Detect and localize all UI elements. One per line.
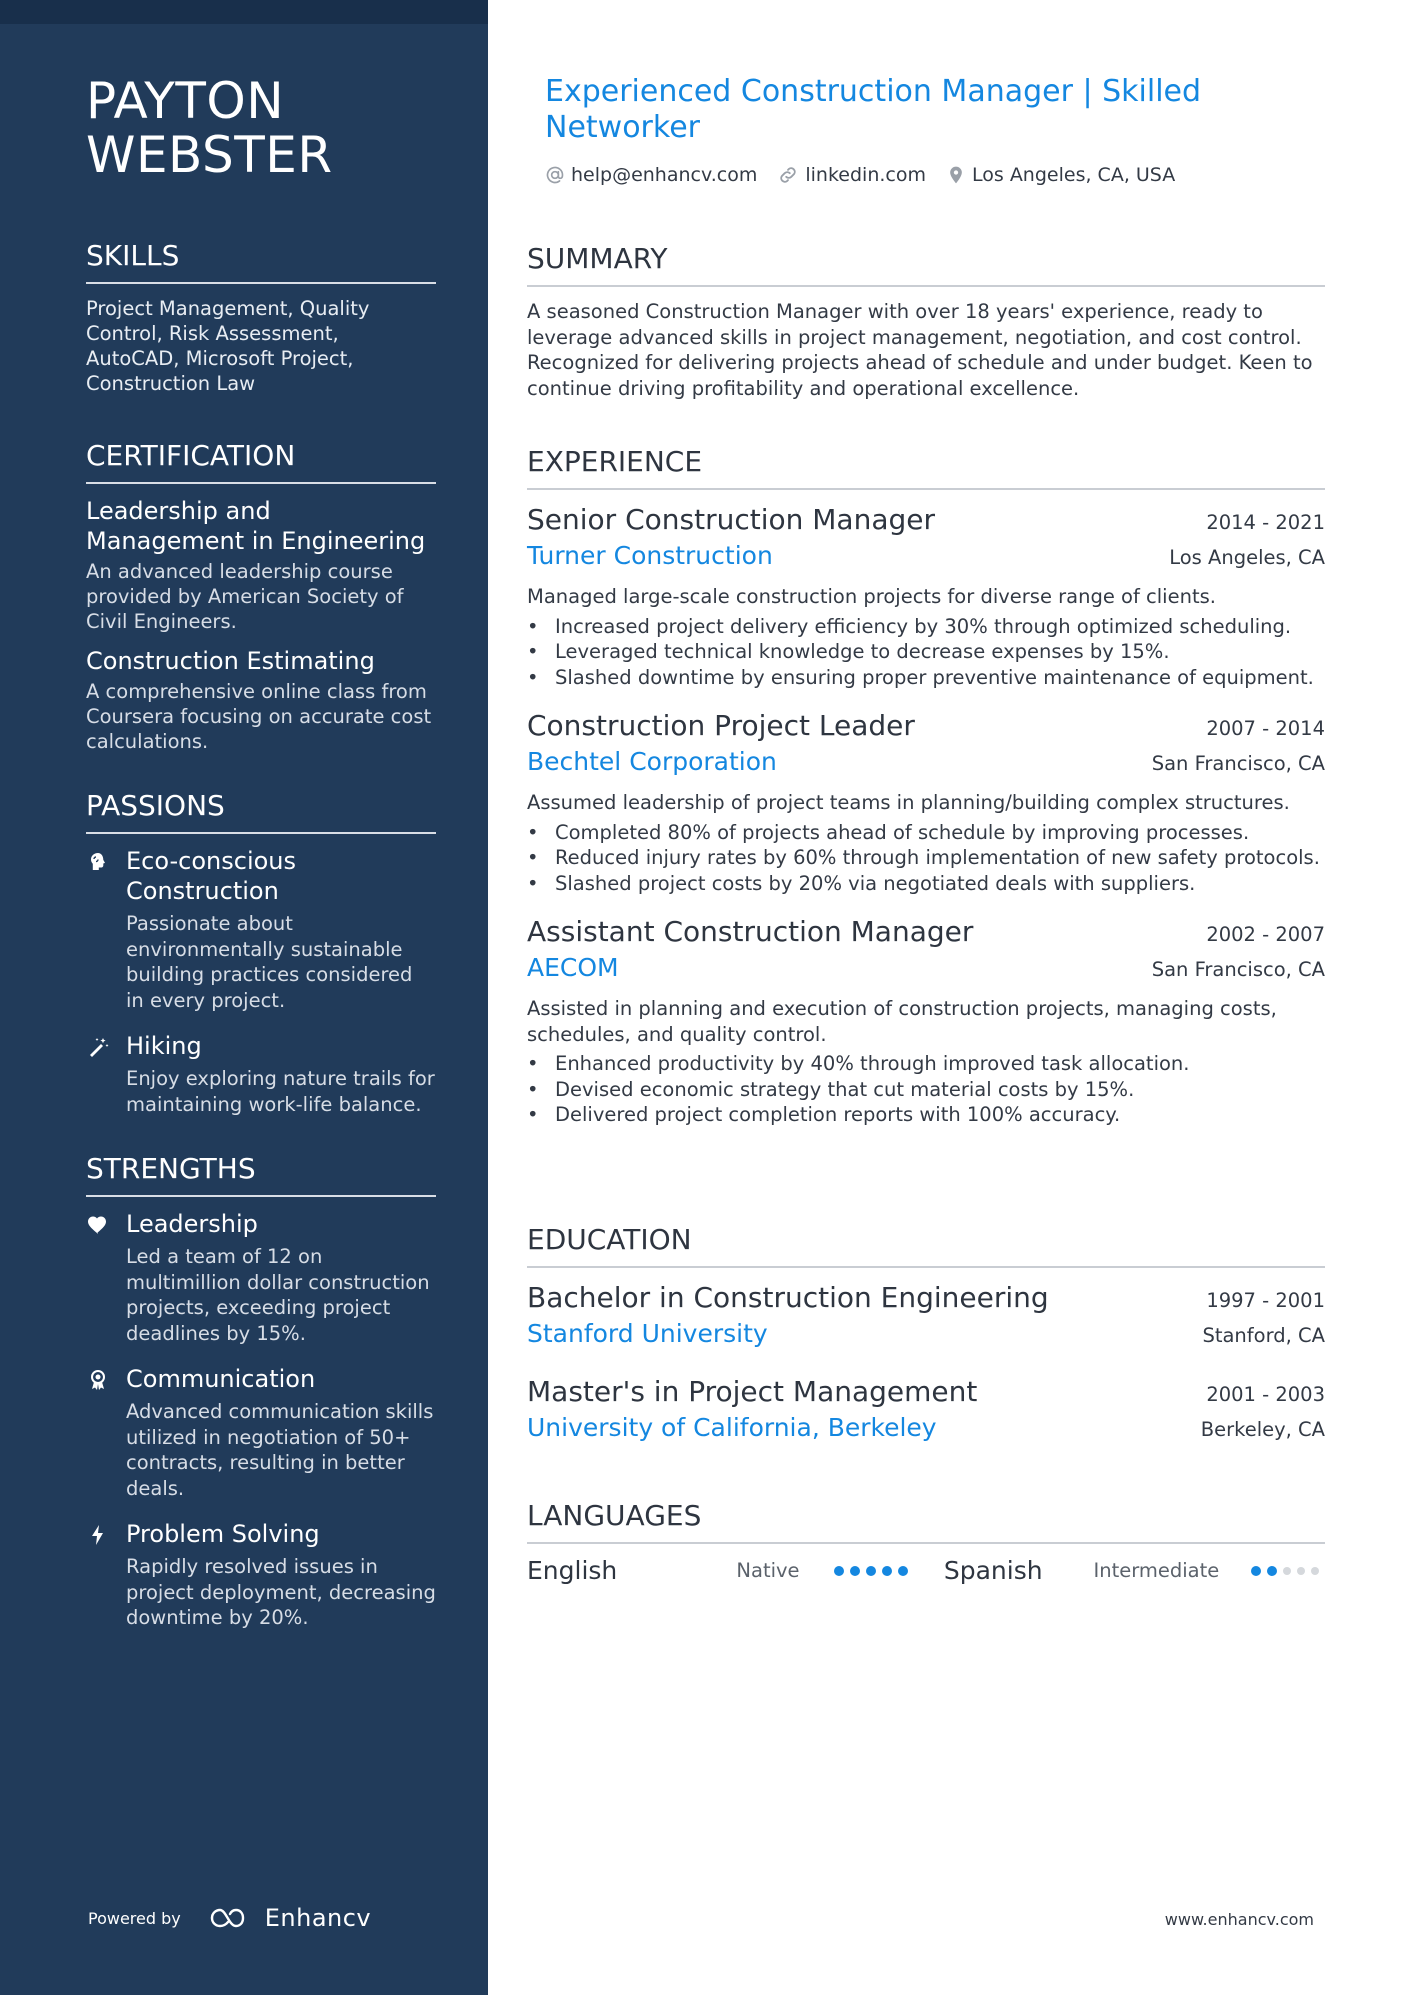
language-level: Native	[736, 1559, 800, 1582]
strength-title: Problem Solving	[126, 1520, 320, 1548]
job-bullet: • Completed 80% of projects ahead of schedule by improving processes.	[527, 820, 1325, 846]
sidebar-top-band	[0, 0, 488, 24]
certification-heading: CERTIFICATION	[86, 440, 436, 484]
link-icon	[777, 164, 799, 186]
summary-text: A seasoned Construction Manager with over 18 years' experience, ready to leverage advanced skills in project management, negotiation, and cost control. Recognized for delivering projects ahead of schedule and under budget. Keen to continue driving profitability and operational excellence.	[527, 300, 1313, 400]
passion-title: Hiking	[126, 1032, 202, 1060]
passion-item	[86, 846, 436, 1013]
contact-linkedin[interactable]	[777, 164, 926, 186]
strengths-heading: STRENGTHS	[86, 1153, 436, 1197]
job-entry	[527, 708, 1325, 896]
education-dates: 1997 - 2001	[1206, 1289, 1325, 1312]
degree: Master's in Project Management	[527, 1375, 978, 1408]
contact-location-text: Los Angeles, CA, USA	[972, 164, 1176, 186]
job-bullet: • Reduced injury rates by 60% through implementation of new safety protocols.	[527, 845, 1325, 871]
rating-dot-empty	[1311, 1567, 1319, 1575]
language-level: Intermediate	[1093, 1559, 1220, 1582]
languages-row	[527, 1556, 1325, 1585]
heart-icon	[86, 1213, 110, 1237]
strength-desc: Advanced communication skills utilized in negotiation of 50+ contracts, resulting in better deals.	[126, 1400, 434, 1500]
job-bullets	[527, 614, 1325, 691]
rating-dot-empty	[1297, 1567, 1305, 1575]
contact-linkedin-text: linkedin.com	[805, 164, 926, 186]
education-entry	[527, 1374, 1325, 1446]
job-location: Los Angeles, CA	[1169, 546, 1325, 569]
job-entry	[527, 502, 1325, 690]
contact-email-text: help@enhancv.com	[571, 164, 758, 186]
job-bullet: • Leveraged technical knowledge to decrease expenses by 15%.	[527, 639, 1325, 665]
job-role: Construction Project Leader	[527, 709, 915, 742]
certification-title: Leadership and Management in Engineering	[86, 497, 426, 555]
sidebar	[0, 0, 488, 1995]
passion-desc: Passionate about environmentally sustainable building practices considered in every project.	[126, 912, 413, 1012]
strength-title: Communication	[126, 1365, 316, 1393]
job-bullet: • Slashed downtime by ensuring proper preventive maintenance of equipment.	[527, 665, 1325, 691]
job-bullets	[527, 1051, 1325, 1128]
job-description: Assumed leadership of project teams in planning/building complex structures.	[527, 791, 1290, 814]
job-bullet: • Enhanced productivity by 40% through improved task allocation.	[527, 1051, 1325, 1077]
education-entry	[527, 1280, 1325, 1352]
strength-item	[86, 1519, 436, 1631]
job-dates: 2002 - 2007	[1206, 923, 1325, 946]
enhancv-logo[interactable]	[209, 1904, 371, 1932]
bolt-icon	[86, 1523, 110, 1547]
brain-icon	[86, 850, 110, 874]
candidate-name	[86, 74, 436, 182]
summary-heading: SUMMARY	[527, 243, 1325, 287]
education-section	[527, 1224, 1325, 1446]
name-last: WEBSTER	[86, 126, 333, 184]
powered-by	[88, 1904, 371, 1932]
footer-url[interactable]: www.enhancv.com	[1164, 1910, 1314, 1929]
certification-item	[86, 646, 436, 754]
passions-section	[86, 790, 436, 1117]
certification-item	[86, 496, 436, 634]
job-dates: 2007 - 2014	[1206, 717, 1325, 740]
passion-title: Eco-conscious Construction	[126, 847, 297, 905]
rating-dot-empty	[1283, 1567, 1291, 1575]
award-icon	[86, 1368, 110, 1392]
contact-location	[946, 164, 1175, 186]
rating-dot-filled	[834, 1566, 844, 1576]
job-description: Assisted in planning and execution of construction projects, managing costs, schedules, and quality control.	[527, 997, 1277, 1046]
enhancv-logo-text: Enhancv	[264, 1904, 372, 1932]
strength-desc: Led a team of 12 on multimillion dollar construction projects, exceeding project deadlines by 15%.	[126, 1245, 430, 1345]
certification-title: Construction Estimating	[86, 647, 375, 675]
job-location: San Francisco, CA	[1151, 752, 1325, 775]
certification-desc: A comprehensive online class from Coursera focusing on accurate cost calculations.	[86, 680, 432, 753]
rating-dot-filled	[1267, 1566, 1277, 1576]
strengths-section	[86, 1153, 436, 1631]
experience-section	[527, 446, 1325, 1128]
education-dates: 2001 - 2003	[1206, 1383, 1325, 1406]
job-company: AECOM	[527, 953, 619, 982]
languages-section	[527, 1500, 1325, 1585]
job-company: Bechtel Corporation	[527, 747, 777, 776]
job-bullets	[527, 820, 1325, 897]
job-company: Turner Construction	[527, 541, 773, 570]
strength-item	[86, 1364, 436, 1501]
job-role: Assistant Construction Manager	[527, 915, 974, 948]
rating-dot-filled	[850, 1566, 860, 1576]
job-bullet: • Devised economic strategy that cut material costs by 15%.	[527, 1077, 1325, 1103]
education-heading: EDUCATION	[527, 1224, 1325, 1268]
contact-email[interactable]	[545, 164, 757, 186]
magic-wand-icon	[86, 1035, 110, 1059]
language-rating	[1251, 1566, 1325, 1576]
job-dates: 2014 - 2021	[1206, 511, 1325, 534]
school: Stanford University	[527, 1319, 768, 1348]
passion-item	[86, 1031, 436, 1117]
degree: Bachelor in Construction Engineering	[527, 1281, 1049, 1314]
summary-section	[527, 243, 1325, 401]
language-rating	[834, 1566, 944, 1576]
job-role: Senior Construction Manager	[527, 503, 935, 536]
job-description: Managed large-scale construction projects for diverse range of clients.	[527, 585, 1216, 608]
at-icon	[545, 165, 565, 185]
name-first: PAYTON	[86, 72, 285, 130]
certification-section	[86, 440, 436, 754]
job-bullet: • Delivered project completion reports with 100% accuracy.	[527, 1102, 1325, 1128]
location-pin-icon	[946, 164, 966, 186]
skills-text: Project Management, Quality Control, Risk Assessment, AutoCAD, Microsoft Project, Construction Law	[86, 297, 370, 395]
contact-bar	[545, 164, 1195, 186]
headline: Experienced Construction Manager | Skilled Networker	[545, 74, 1202, 145]
school: University of California, Berkeley	[527, 1413, 937, 1442]
job-bullet: • Slashed project costs by 20% via negotiated deals with suppliers.	[527, 871, 1325, 897]
rating-dot-filled	[882, 1566, 892, 1576]
languages-heading: LANGUAGES	[527, 1500, 1325, 1544]
passions-heading: PASSIONS	[86, 790, 436, 834]
language-name: Spanish	[943, 1556, 1043, 1585]
powered-by-label: Powered by	[88, 1908, 181, 1928]
education-location: Berkeley, CA	[1200, 1418, 1325, 1441]
rating-dot-filled	[1251, 1566, 1261, 1576]
experience-heading: EXPERIENCE	[527, 446, 1325, 490]
skills-section	[86, 240, 436, 396]
strength-item	[86, 1209, 436, 1346]
strength-desc: Rapidly resolved issues in project deployment, decreasing downtime by 20%.	[126, 1555, 436, 1629]
passion-desc: Enjoy exploring nature trails for maintaining work-life balance.	[126, 1067, 435, 1116]
job-bullet: • Increased project delivery efficiency by 30% through optimized scheduling.	[527, 614, 1325, 640]
skills-heading: SKILLS	[86, 240, 436, 284]
enhancv-logo-icon	[209, 1906, 255, 1930]
job-entry	[527, 914, 1325, 1128]
certification-desc: An advanced leadership course provided by American Society of Civil Engineers.	[86, 560, 404, 633]
rating-dot-filled	[898, 1566, 908, 1576]
strength-title: Leadership	[126, 1210, 258, 1238]
language-name: English	[527, 1556, 618, 1585]
rating-dot-filled	[866, 1566, 876, 1576]
job-location: San Francisco, CA	[1151, 958, 1325, 981]
education-location: Stanford, CA	[1202, 1324, 1325, 1347]
